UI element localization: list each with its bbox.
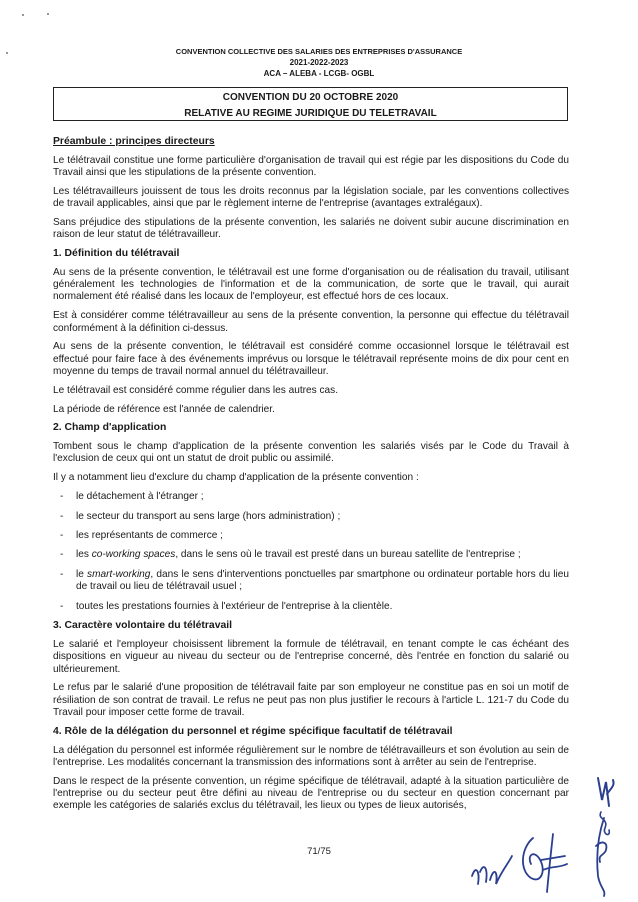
section-heading: 3. Caractère volontaire du télétravail xyxy=(53,620,233,632)
paragraph: Le télétravail est considéré comme régulier dans les autres cas. xyxy=(53,384,339,396)
list-item: - toutes les prestations fournies à l'extérieur de l'entreprise à la clientèle. xyxy=(53,601,569,613)
document-body xyxy=(53,136,569,819)
paragraph: Au sens de la présente convention, le télétravail est considéré comme occasionnel lorsque le télétravail est effectué pour faire face à des événements imprévus ou lorsque le télétravail représente moins de dix pour cent en moyenne du temps de travail normal annuel du télétravailleur. xyxy=(53,341,569,377)
paragraph: Est à considérer comme télétravailleur au sens de la présente convention, la personne qui effectue du télétravail conformément à la définition ci-dessus. xyxy=(53,310,569,334)
exclusion-list xyxy=(53,491,569,613)
paragraph: Il y a notamment lieu d'exclure du champ d'application de la présente convention : xyxy=(53,472,419,484)
list-item: - le secteur du transport au sens large (hors administration) ; xyxy=(53,511,569,523)
document-title: CONVENTION DU 20 OCTOBRE 2020 xyxy=(222,92,399,103)
list-item: - le détachement à l'étranger ; xyxy=(53,491,569,503)
paragraph: Au sens de la présente convention, le télétravail est une forme d'organisation ou de réalisation du travail, utilisant généralement les technologies de l'information et de la communication, de sorte que le travail, qui aurait normalement été réalisé dans les locaux de l'employeur, est effectué hors de ces locaux. xyxy=(53,266,569,303)
paragraph: La délégation du personnel est informée régulièrement sur le nombre de télétravailleurs et son évolution au sein de l'entreprise. Les modalités concernant la transmission des informations sont à arrêter au sein de l'entreprise. xyxy=(53,744,569,768)
section-heading: 1. Définition du télétravail xyxy=(53,248,180,260)
scan-speck xyxy=(22,14,24,16)
paragraph: Le télétravail constitue une forme particulière d'organisation de travail qui est régie par les dispositions du Code du Travail ainsi que les stipulations de la présente convention. xyxy=(53,154,569,179)
paragraph: Les télétravailleurs jouissent de tous les droits reconnus par la législation sociale, par les conventions collectives de travail applicables, ainsi que par le règlement interne de l'entreprise (avantages extralégaux). xyxy=(53,185,569,210)
paragraph: Le salarié et l'employeur choisissent librement la formule de télétravail, en tenant compte le cas échéant des dispositions en vigueur au niveau du secteur ou de l'entreprise concerné, dès l'entrée en fonction du salarié ou ultérieurement. xyxy=(53,639,569,675)
header-parties: ACA – ALEBA - LCGB- OGBL xyxy=(263,69,375,78)
list-item: - les représentants de commerce ; xyxy=(53,530,569,542)
paragraph: La période de référence est l'année de calendrier. xyxy=(53,403,275,415)
document-subtitle: RELATIVE AU REGIME JURIDIQUE DU TELETRAVAIL xyxy=(184,108,437,119)
section-heading: 2. Champ d'application xyxy=(53,422,167,434)
title-box xyxy=(53,87,568,121)
preamble-heading: Préambule : principes directeurs xyxy=(53,136,215,147)
scan-speck xyxy=(47,13,49,15)
paragraph: Dans le respect de la présente convention, un régime spécifique de télétravail, adapté à la situation particulière de l'entreprise ou du secteur peut être défini au niveau de l'entreprise ou du secteur en question concernant par exemple les catégories de salariés exclus du télétravail, les lieux ou types de lieux autorisés, xyxy=(53,775,569,812)
page-number: 71/75 xyxy=(307,846,331,857)
signature-initials xyxy=(513,830,573,896)
header-convention-name: CONVENTION COLLECTIVE DES SALARIES DES ENTREPRISES D'ASSURANCE xyxy=(175,47,463,56)
list-item: - les co-working spaces, dans le sens où le travail est presté dans un bureau satellite de l'entreprise ; xyxy=(53,549,569,561)
header-years: 2021-2022-2023 xyxy=(289,58,349,67)
signature-initials xyxy=(468,842,516,888)
signature-initials xyxy=(586,816,616,898)
paragraph: Le refus par le salarié d'une proposition de télétravail faite par son employeur ne constitue pas en soi un motif de résiliation de son contrat de travail. Le refus ne peut pas non plus justifier le recours à l'article L. 121-7 du Code du Travail pour imposer cette forme de travail. xyxy=(53,682,569,719)
paragraph: Sans préjudice des stipulations de la présente convention, les salariés ne doivent subir aucune discrimination en raison de leur statut de télétravailleur. xyxy=(53,216,569,241)
list-item: - le smart-working, dans le sens d'interventions ponctuelles par smartphone ou ordinateur portable hors du lieu de travail ou lieu de télétravail usuel ; xyxy=(53,569,569,594)
section-heading: 4. Rôle de la délégation du personnel et régime spécifique facultatif de télétravail xyxy=(53,725,453,737)
paragraph: Tombent sous le champ d'application de la présente convention les salariés visés par le Code du Travail à l'exclusion de ceux qui ont un statut de droit public ou assimilé. xyxy=(53,441,569,465)
